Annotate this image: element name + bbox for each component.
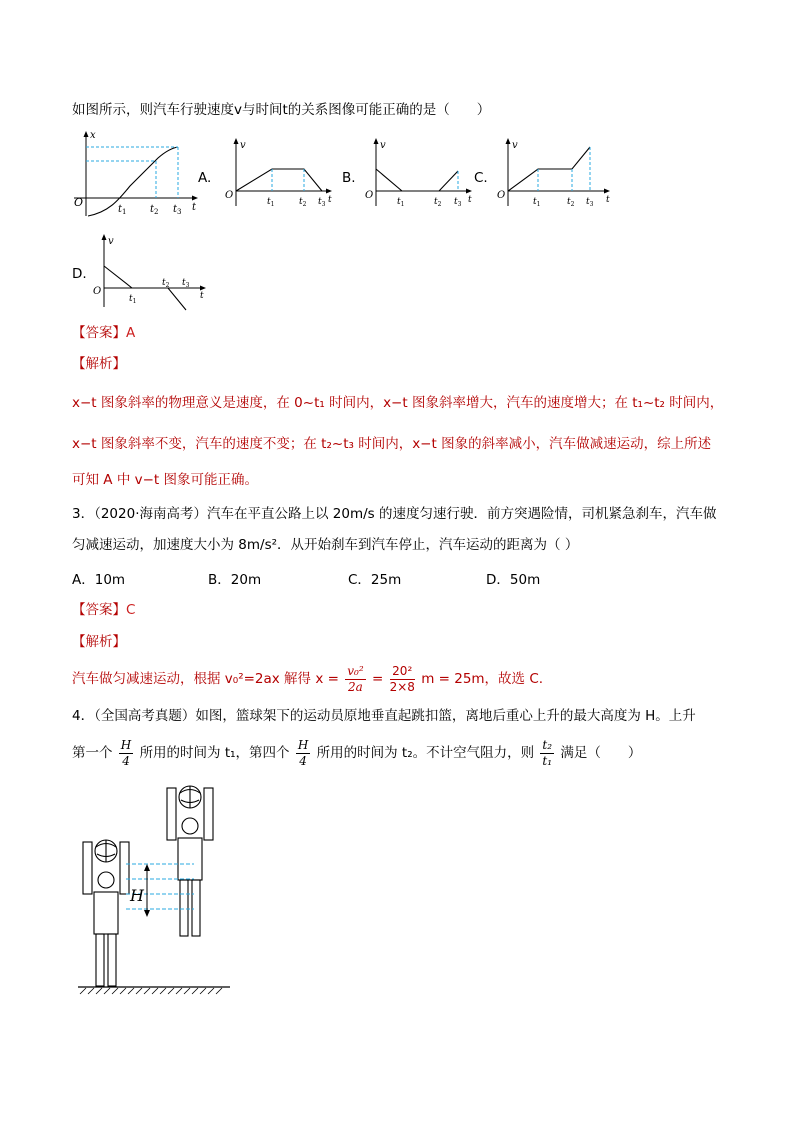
axis-t-label: t	[192, 202, 197, 213]
q3-option-a: A．10m	[72, 572, 126, 588]
height-label-h: H	[130, 886, 144, 905]
fraction-v0sq-over-2a: $\frac{\text{v₀²}}{2a}$	[347, 663, 364, 694]
q3-analysis-label: 【解析】	[72, 634, 126, 650]
option-d-graph	[90, 232, 210, 312]
tick-t2: $t_2$	[162, 278, 170, 289]
q3-stem-line-2: 匀减速运动，加速度大小为 8m/s²．从开始刹车到汽车停止，汽车运动的距离为（ ）	[72, 537, 579, 553]
tick-t2: $t_2$	[299, 197, 307, 208]
option-b-letter: B.	[342, 170, 356, 186]
q2-analysis-label: 【解析】	[72, 356, 126, 372]
tick-t2: $t_2$	[434, 197, 442, 208]
q3-option-b: B．20m	[208, 572, 262, 588]
q4-stem-line-1: 4．（全国高考真题）如图，篮球架下的运动员原地垂直起跳扣篮，离地后重心上升的最大高度为 H。上升	[72, 708, 696, 724]
axis-v-label: v	[512, 140, 518, 151]
tick-t1: $t_1$	[267, 197, 275, 208]
q3-option-d: D．50m	[486, 572, 541, 588]
tick-t3: $t_3$	[318, 197, 326, 208]
origin-label: O	[497, 190, 506, 201]
option-a-letter: A.	[198, 170, 212, 186]
origin-label: O	[365, 190, 374, 201]
tick-t2: $t_2$	[567, 197, 575, 208]
fraction-t2-over-t1: $\frac{\text{t₂}}{\text{t₁}}$	[542, 737, 553, 768]
axis-t-label: t	[606, 195, 610, 205]
origin-label: O	[93, 286, 102, 297]
xt-graph	[70, 128, 202, 220]
origin-label: O	[74, 196, 84, 209]
q3-analysis: 汽车做匀减速运动，根据 v₀²=2ax 解得 x = $\frac{\text{v₀²}}{2a}$ = $\frac{\text{20²}}{2\times 8}$ m = 25m，故选 C.	[72, 663, 544, 694]
tick-t2: $t_2$	[150, 204, 159, 216]
q3-option-c: C．25m	[348, 572, 402, 588]
tick-t3: $t_3$	[586, 197, 594, 208]
q2-answer: 【答案】A	[72, 325, 136, 341]
axis-v-label: v	[240, 140, 246, 151]
tick-t1: $t_1$	[118, 204, 127, 216]
option-c-graph	[494, 136, 616, 211]
q2-analysis-line-3: 可知 A 中 v−t 图象可能正确。	[72, 472, 258, 488]
tick-t1: $t_1$	[129, 294, 137, 305]
q3-answer: 【答案】C	[72, 602, 136, 618]
axis-t-label: t	[328, 195, 332, 205]
q3-stem-line-1: 3．（2020·海南高考）汽车在平直公路上以 20m/s 的速度匀速行驶．前方突遇险情，司机紧急刹车，汽车做	[72, 506, 717, 522]
axis-t-label: t	[468, 195, 472, 205]
axis-v-label: v	[108, 236, 114, 247]
standing-player	[83, 840, 129, 986]
option-c-letter: C.	[474, 170, 488, 186]
q4-stem-line-2: 第一个 $\frac{H}{4}$ 所用的时间为 t₁，第四个 $\frac{H}{4}$ 所用的时间为 t₂。不计空气阻力，则 $\frac{\text{t₂}}{\text{t₁}}$ 满足（ ）	[72, 737, 642, 768]
q2-analysis-line-2: x−t 图象斜率不变，汽车的速度不变；在 t₂~t₃ 时间内，x−t 图象的斜率减小，汽车做减速运动，综上所述	[72, 436, 712, 452]
tick-t3: $t_3$	[454, 197, 462, 208]
tick-t1: $t_1$	[533, 197, 541, 208]
axis-v-label: v	[380, 140, 386, 151]
tick-t3: $t_3$	[182, 278, 190, 289]
fraction-20sq-over-2x8: $\frac{\text{20²}}{2\times 8}$	[389, 663, 415, 694]
fraction-h-over-4: $\frac{H}{4}$	[297, 737, 309, 768]
option-d-letter: D.	[72, 266, 87, 282]
fraction-h-over-4: $\frac{H}{4}$	[120, 737, 132, 768]
tick-t1: $t_1$	[397, 197, 405, 208]
axis-t-label: t	[200, 291, 204, 301]
tick-t3: $t_3$	[173, 204, 182, 216]
jumping-player	[167, 786, 213, 936]
basketball-jump-figure	[70, 780, 240, 1000]
q2-analysis-line-1: x−t 图象斜率的物理意义是速度，在 0~t₁ 时间内，x−t 图象斜率增大，汽车的速度增大；在 t₁~t₂ 时间内，	[72, 395, 724, 411]
q2-stem: 如图所示，则汽车行驶速度v与时间t的关系图像可能正确的是（ ）	[72, 102, 491, 118]
origin-label: O	[225, 190, 234, 201]
option-a-graph	[222, 136, 337, 211]
axis-x-label: x	[90, 130, 96, 141]
option-b-graph	[362, 136, 477, 211]
